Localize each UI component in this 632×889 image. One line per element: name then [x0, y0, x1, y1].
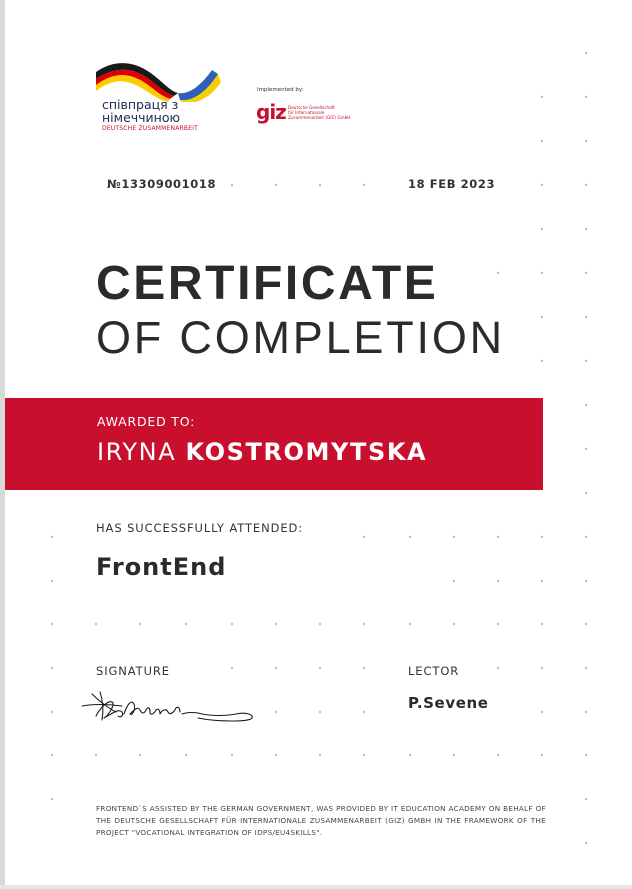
- recipient-last-name: KOSTROMYTSKA: [185, 438, 428, 466]
- recipient-name: [97, 436, 427, 468]
- lector-label: LECTOR: [408, 664, 460, 678]
- course-name: FrontEnd: [96, 553, 227, 581]
- recipient-first-name: IRYNA: [97, 438, 177, 466]
- partner-logo-line3: DEUTSCHE ZUSAMMENARBEIT: [102, 125, 199, 132]
- title-certificate: CERTIFICATE: [96, 257, 439, 310]
- giz-line1: Deutsche Gesellschaft: [288, 105, 335, 110]
- footer-disclaimer: FRONTEND`S ASSISTED BY THE GERMAN GOVERNMENT, WAS PROVIDED BY IT EDUCATION ACADEMY ON BEHALF OF THE DEUTSCHE GESELLSCHAFT FÜR INTERNATIONALE ZUSAMMENARBEIT (GIZ) GMBH IN THE FRAMEWORK OF THE PROJECT "VOCATIONAL INTEGRATION OF IDPS/EU4SKILLS".: [96, 804, 546, 837]
- awarded-to-label: AWARDED TO:: [97, 414, 196, 429]
- lector-name: P.Sevene: [408, 694, 489, 712]
- partner-logo-line1: співпраця з: [102, 97, 179, 112]
- giz-logo-text: [288, 105, 350, 121]
- handwritten-signature-icon: [78, 686, 260, 726]
- attended-label: HAS SUCCESSFULLY ATTENDED:: [96, 521, 304, 535]
- giz-line2: für Internationale: [288, 110, 325, 116]
- partner-logo-line2: німеччиною: [102, 110, 181, 125]
- certificate-number: №13309001018: [107, 177, 217, 191]
- title-of-completion: OF COMPLETION: [96, 312, 505, 363]
- giz-logo-mark: giz: [256, 100, 286, 124]
- signature-label: SIGNATURE: [96, 664, 170, 678]
- giz-line3: Zusammenarbeit (GIZ) GmbH: [288, 115, 351, 121]
- german-ukrainian-flag-wave-icon: [94, 60, 224, 102]
- implemented-by-label: Implemented by:: [257, 87, 304, 93]
- certificate-date: 18 FEB 2023: [408, 177, 496, 191]
